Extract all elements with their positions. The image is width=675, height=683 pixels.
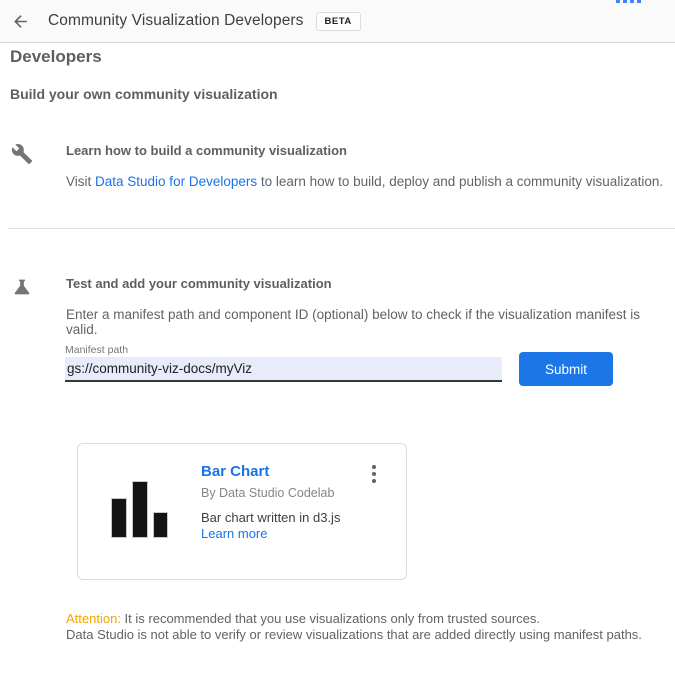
beta-badge: BETA (316, 12, 361, 31)
developers-heading: Developers (10, 47, 102, 66)
manifest-path-label: Manifest path (65, 344, 129, 356)
learn-body-suffix: to learn how to build, deploy and publish a community visualization. (257, 174, 664, 189)
bar-chart-logo-icon (112, 480, 170, 537)
learn-more-link[interactable]: Learn more (201, 526, 268, 541)
flask-icon (11, 276, 33, 303)
apps-grid-icon[interactable] (616, 0, 641, 3)
attention-label: Attention: (66, 611, 121, 626)
header-bar (0, 0, 675, 43)
submit-button[interactable]: Submit (519, 352, 613, 386)
attention-text1: It is recommended that you use visualizations only from trusted sources. (120, 611, 541, 626)
viz-card-author: By Data Studio Codelab (201, 486, 335, 500)
learn-body-prefix: Visit (66, 174, 96, 189)
developers-link[interactable]: Data Studio for Developers (95, 174, 258, 189)
attention-notice (66, 611, 665, 642)
test-section-body: Enter a manifest path and component ID (optional) below to check if the visualization manifest is valid. (66, 307, 641, 337)
viz-card-description: Bar chart written in d3.js (201, 510, 341, 525)
manifest-path-input[interactable] (65, 357, 502, 382)
arrow-left-icon (11, 12, 30, 31)
back-button[interactable] (8, 9, 32, 33)
learn-section-body (66, 174, 663, 189)
visualization-card (77, 443, 407, 580)
viz-card-title[interactable]: Bar Chart (201, 463, 270, 480)
attention-line1 (66, 611, 665, 627)
section-divider (8, 228, 675, 229)
build-subheading: Build your own community visualization (10, 86, 278, 102)
wrench-icon (11, 143, 33, 170)
attention-line2: Data Studio is not able to verify or review visualizations that are added directly using manifest paths. (66, 626, 642, 642)
test-section-title: Test and add your community visualization (66, 276, 332, 291)
page-title: Community Visualization Developers (48, 12, 304, 29)
more-vert-icon[interactable] (364, 461, 384, 487)
learn-section-title: Learn how to build a community visualization (66, 143, 347, 158)
